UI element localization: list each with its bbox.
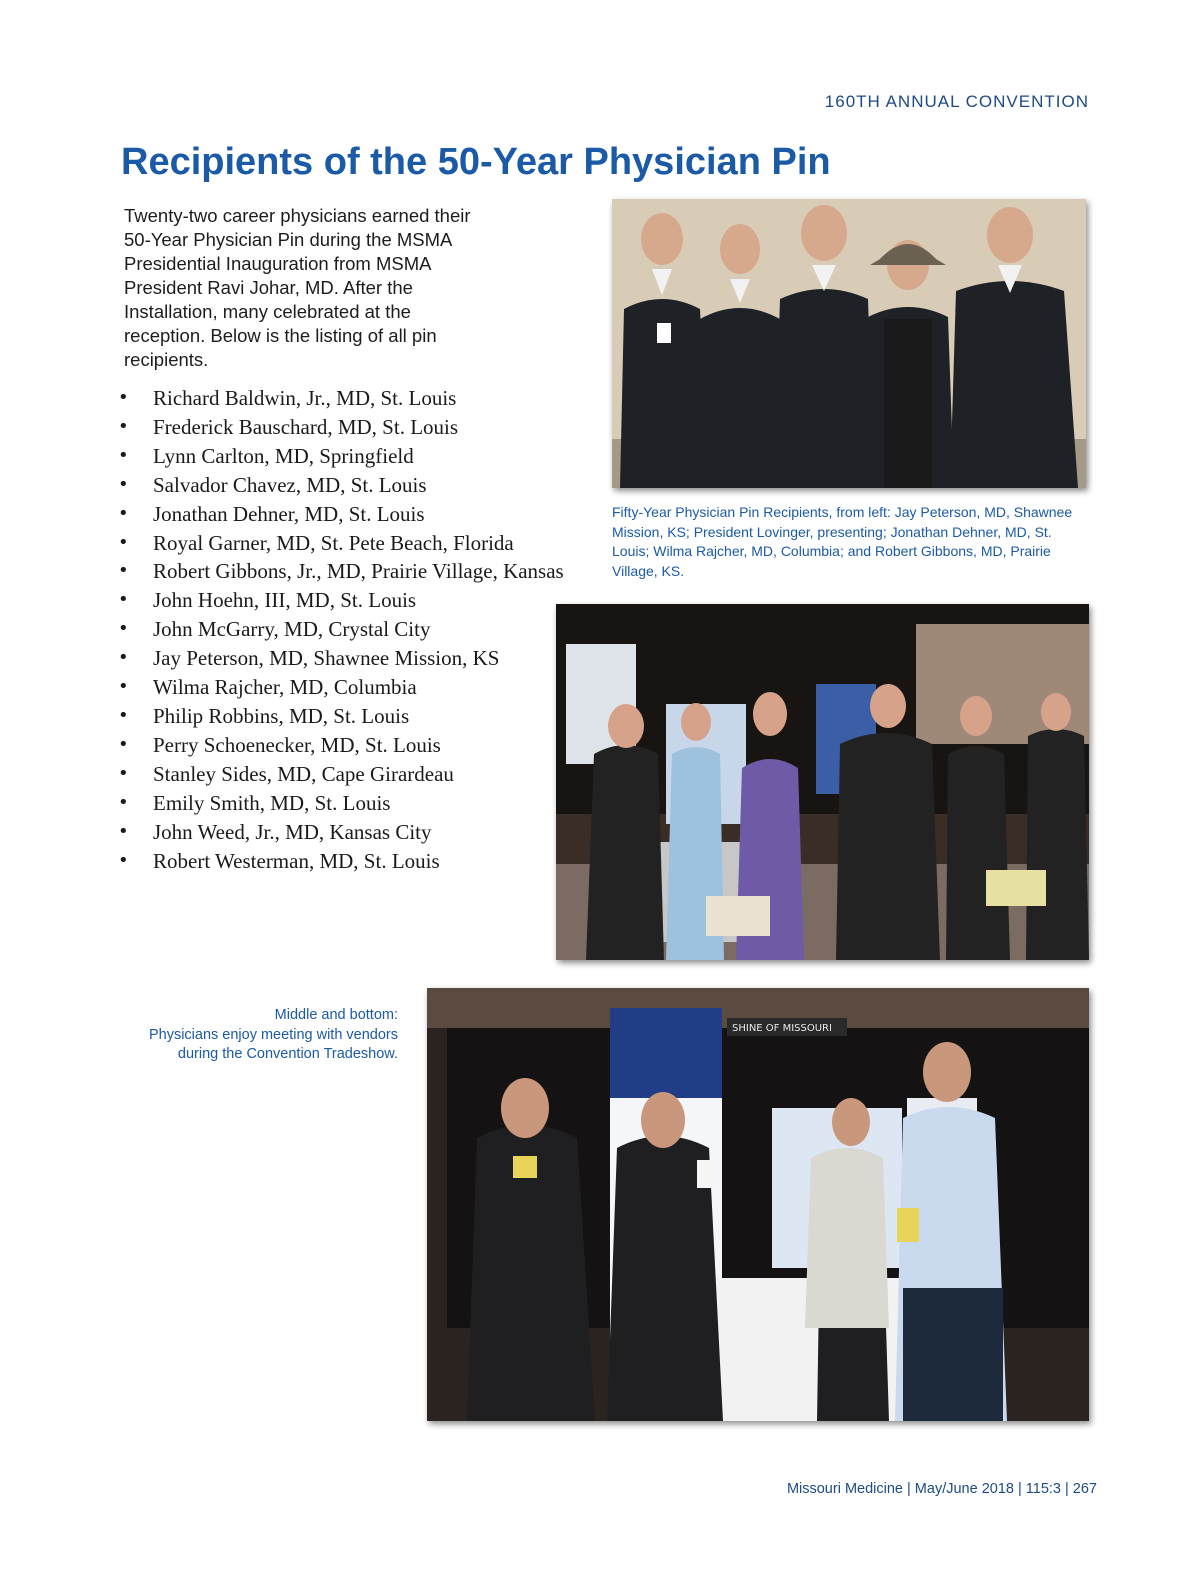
- page-footer: Missouri Medicine | May/June 2018 | 115:3 | 267: [786, 1481, 1097, 1497]
- recipient-name: Robert Gibbons, Jr., MD, Prairie Village, Kansas: [153, 559, 564, 584]
- recipient-item: [118, 731, 564, 760]
- recipient-item: [118, 384, 564, 413]
- bullet-icon: •: [118, 473, 129, 495]
- bullet-icon: •: [118, 849, 129, 871]
- recipient-name: Frederick Bauschard, MD, St. Louis: [153, 414, 459, 439]
- bullet-icon: •: [118, 762, 129, 784]
- recipient-name: Emily Smith, MD, St. Louis: [153, 790, 391, 815]
- bullet-icon: •: [118, 560, 129, 582]
- photo-caption-middle-bottom: [130, 1006, 398, 1065]
- recipient-item: [118, 413, 564, 442]
- bullet-icon: •: [118, 647, 129, 669]
- recipient-name: John Hoehn, III, MD, St. Louis: [153, 588, 417, 613]
- bullet-icon: •: [118, 618, 129, 640]
- recipient-name: Philip Robbins, MD, St. Louis: [153, 703, 410, 728]
- section-label: 160TH ANNUAL CONVENTION: [824, 92, 1089, 111]
- recipient-item: [118, 586, 564, 615]
- caption-line-3: during the Convention Tradeshow.: [177, 1046, 398, 1062]
- tradeshow-photo-bottom: [427, 988, 1089, 1421]
- article-intro: Twenty-two career physicians earned their 50-Year Physician Pin during the MSMA Presidential Inauguration from MSMA President Ravi Johar, MD. After the Installation, many celebrated at the reception. Below is the listing of all pin recipients.: [124, 205, 471, 370]
- recipient-item: [118, 673, 564, 702]
- recipient-item: [118, 644, 564, 673]
- recipient-item: [118, 789, 564, 818]
- recipient-name: Jonathan Dehner, MD, St. Louis: [153, 501, 425, 526]
- recipients-list: [118, 384, 564, 875]
- bullet-icon: •: [118, 676, 129, 698]
- recipient-item: [118, 442, 564, 471]
- recipient-name: Stanley Sides, MD, Cape Girardeau: [153, 761, 454, 786]
- bullet-icon: •: [118, 531, 129, 553]
- recipient-name: Robert Westerman, MD, St. Louis: [153, 848, 440, 873]
- recipient-item: [118, 847, 564, 876]
- recipient-name: Lynn Carlton, MD, Springfield: [153, 443, 414, 468]
- recipient-item: [118, 500, 564, 529]
- recipient-name: Richard Baldwin, Jr., MD, St. Louis: [153, 386, 457, 410]
- recipient-name: Perry Schoenecker, MD, St. Louis: [153, 732, 441, 757]
- recipient-item: [118, 702, 564, 731]
- caption-line-1: Middle and bottom:: [274, 1007, 398, 1023]
- recipient-name: John Weed, Jr., MD, Kansas City: [153, 819, 432, 844]
- recipient-name: Royal Garner, MD, St. Pete Beach, Florida: [153, 530, 514, 555]
- recipient-name: Salvador Chavez, MD, St. Louis: [153, 472, 427, 497]
- recipient-name: Wilma Rajcher, MD, Columbia: [153, 675, 417, 700]
- bullet-icon: •: [118, 444, 129, 466]
- recipient-item: [118, 557, 564, 586]
- bullet-icon: •: [118, 791, 129, 813]
- booth-sign-text: SHINE OF MISSOURI: [732, 1023, 832, 1034]
- tradeshow-photo-middle: [556, 604, 1089, 960]
- bullet-icon: •: [118, 733, 129, 755]
- recipient-name: Jay Peterson, MD, Shawnee Mission, KS: [153, 646, 500, 671]
- recipient-item: [118, 615, 564, 644]
- recipient-name: John McGarry, MD, Crystal City: [153, 617, 431, 642]
- article-title: Recipients of the 50-Year Physician Pin: [121, 141, 831, 183]
- caption-line-2: Physicians enjoy meeting with vendors: [148, 1026, 398, 1043]
- pin-recipients-photo: [612, 199, 1086, 488]
- bullet-icon: •: [118, 387, 129, 408]
- recipient-item: [118, 760, 564, 789]
- bullet-icon: •: [118, 820, 129, 842]
- photo-caption-top: Fifty-Year Physician Pin Recipients, from left: Jay Peterson, MD, Shawnee Mission, KS; President Lovinger, presenting; Jonathan Dehner, MD, St. Louis; Wilma Rajcher, MD, Columbia; and Robert Gibbons, MD, Prairie Village, KS.: [612, 504, 1073, 579]
- bullet-icon: •: [118, 704, 129, 726]
- recipient-item: [118, 818, 564, 847]
- recipient-item: [118, 471, 564, 500]
- recipient-item: [118, 529, 564, 558]
- bullet-icon: •: [118, 502, 129, 524]
- bullet-icon: •: [118, 415, 129, 437]
- bullet-icon: •: [118, 589, 129, 611]
